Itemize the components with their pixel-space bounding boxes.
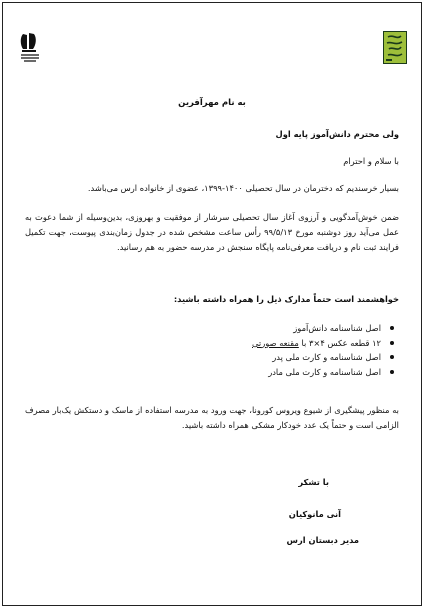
- signer-name: آنی مانوکیان: [288, 509, 341, 519]
- letter-page: [2, 2, 422, 606]
- list-item: اصل شناسنامه و کارت ملی پدر: [25, 350, 381, 365]
- documents-list: [25, 321, 399, 379]
- documents-lead: خواهشمند است حتماً مدارک ذیل را همراه داشته باشید:: [173, 294, 399, 304]
- list-item: اصل شناسنامه و کارت ملی مادر: [25, 365, 381, 380]
- paragraph-membership: بسیار خرسندیم که دخترمان در سال تحصیلی ۱۴۰۰-۱۳۹۹، عضوی از خانواده ارس می‌باشد.: [87, 183, 399, 193]
- signer-role: مدیر دبستان ارس: [286, 535, 359, 545]
- paragraph-health-notice: به منظور پیشگیری از شیوع ویروس کورونا، جهت ورود به مدرسه استفاده از ماسک و دستکش یک‌بار مصرف الزامی است و حتماً یک عدد خودکار مشکی همراه داشته باشید.: [25, 405, 399, 430]
- letter-title: به نام مهرآفرین: [178, 98, 246, 108]
- list-item: اصل شناسنامه دانش‌آموز: [25, 321, 381, 336]
- paragraph-invitation: ضمن خوش‌آمدگویی و آرزوی آغاز سال تحصیلی سرشار از موفقیت و بهروزی، بدین‌وسیله از شما دعوت به عمل می‌آید روز دوشنبه مورخ ۹۹/۵/۱۳ رأس ساعت مشخص شده در جدول زمان‌بندی پیوست، جهت تکمیل فرایند ثبت نام و دریافت معرفی‌نامه پایگاه سنجش در مدرسه حضور به هم رسانید.: [25, 212, 399, 252]
- closing-text: با تشکر: [298, 477, 329, 487]
- underlined-requirement: مقنعه صورتی: [252, 337, 299, 348]
- letter-body: [25, 3, 399, 605]
- letter-salutation: با سلام و احترام: [343, 156, 399, 166]
- list-item: ۱۲ قطعه عکس ۴×۳ با مقنعه صورتی: [25, 336, 381, 351]
- letter-greeting: ولی محترم دانش‌آموز پایه اول: [275, 129, 399, 139]
